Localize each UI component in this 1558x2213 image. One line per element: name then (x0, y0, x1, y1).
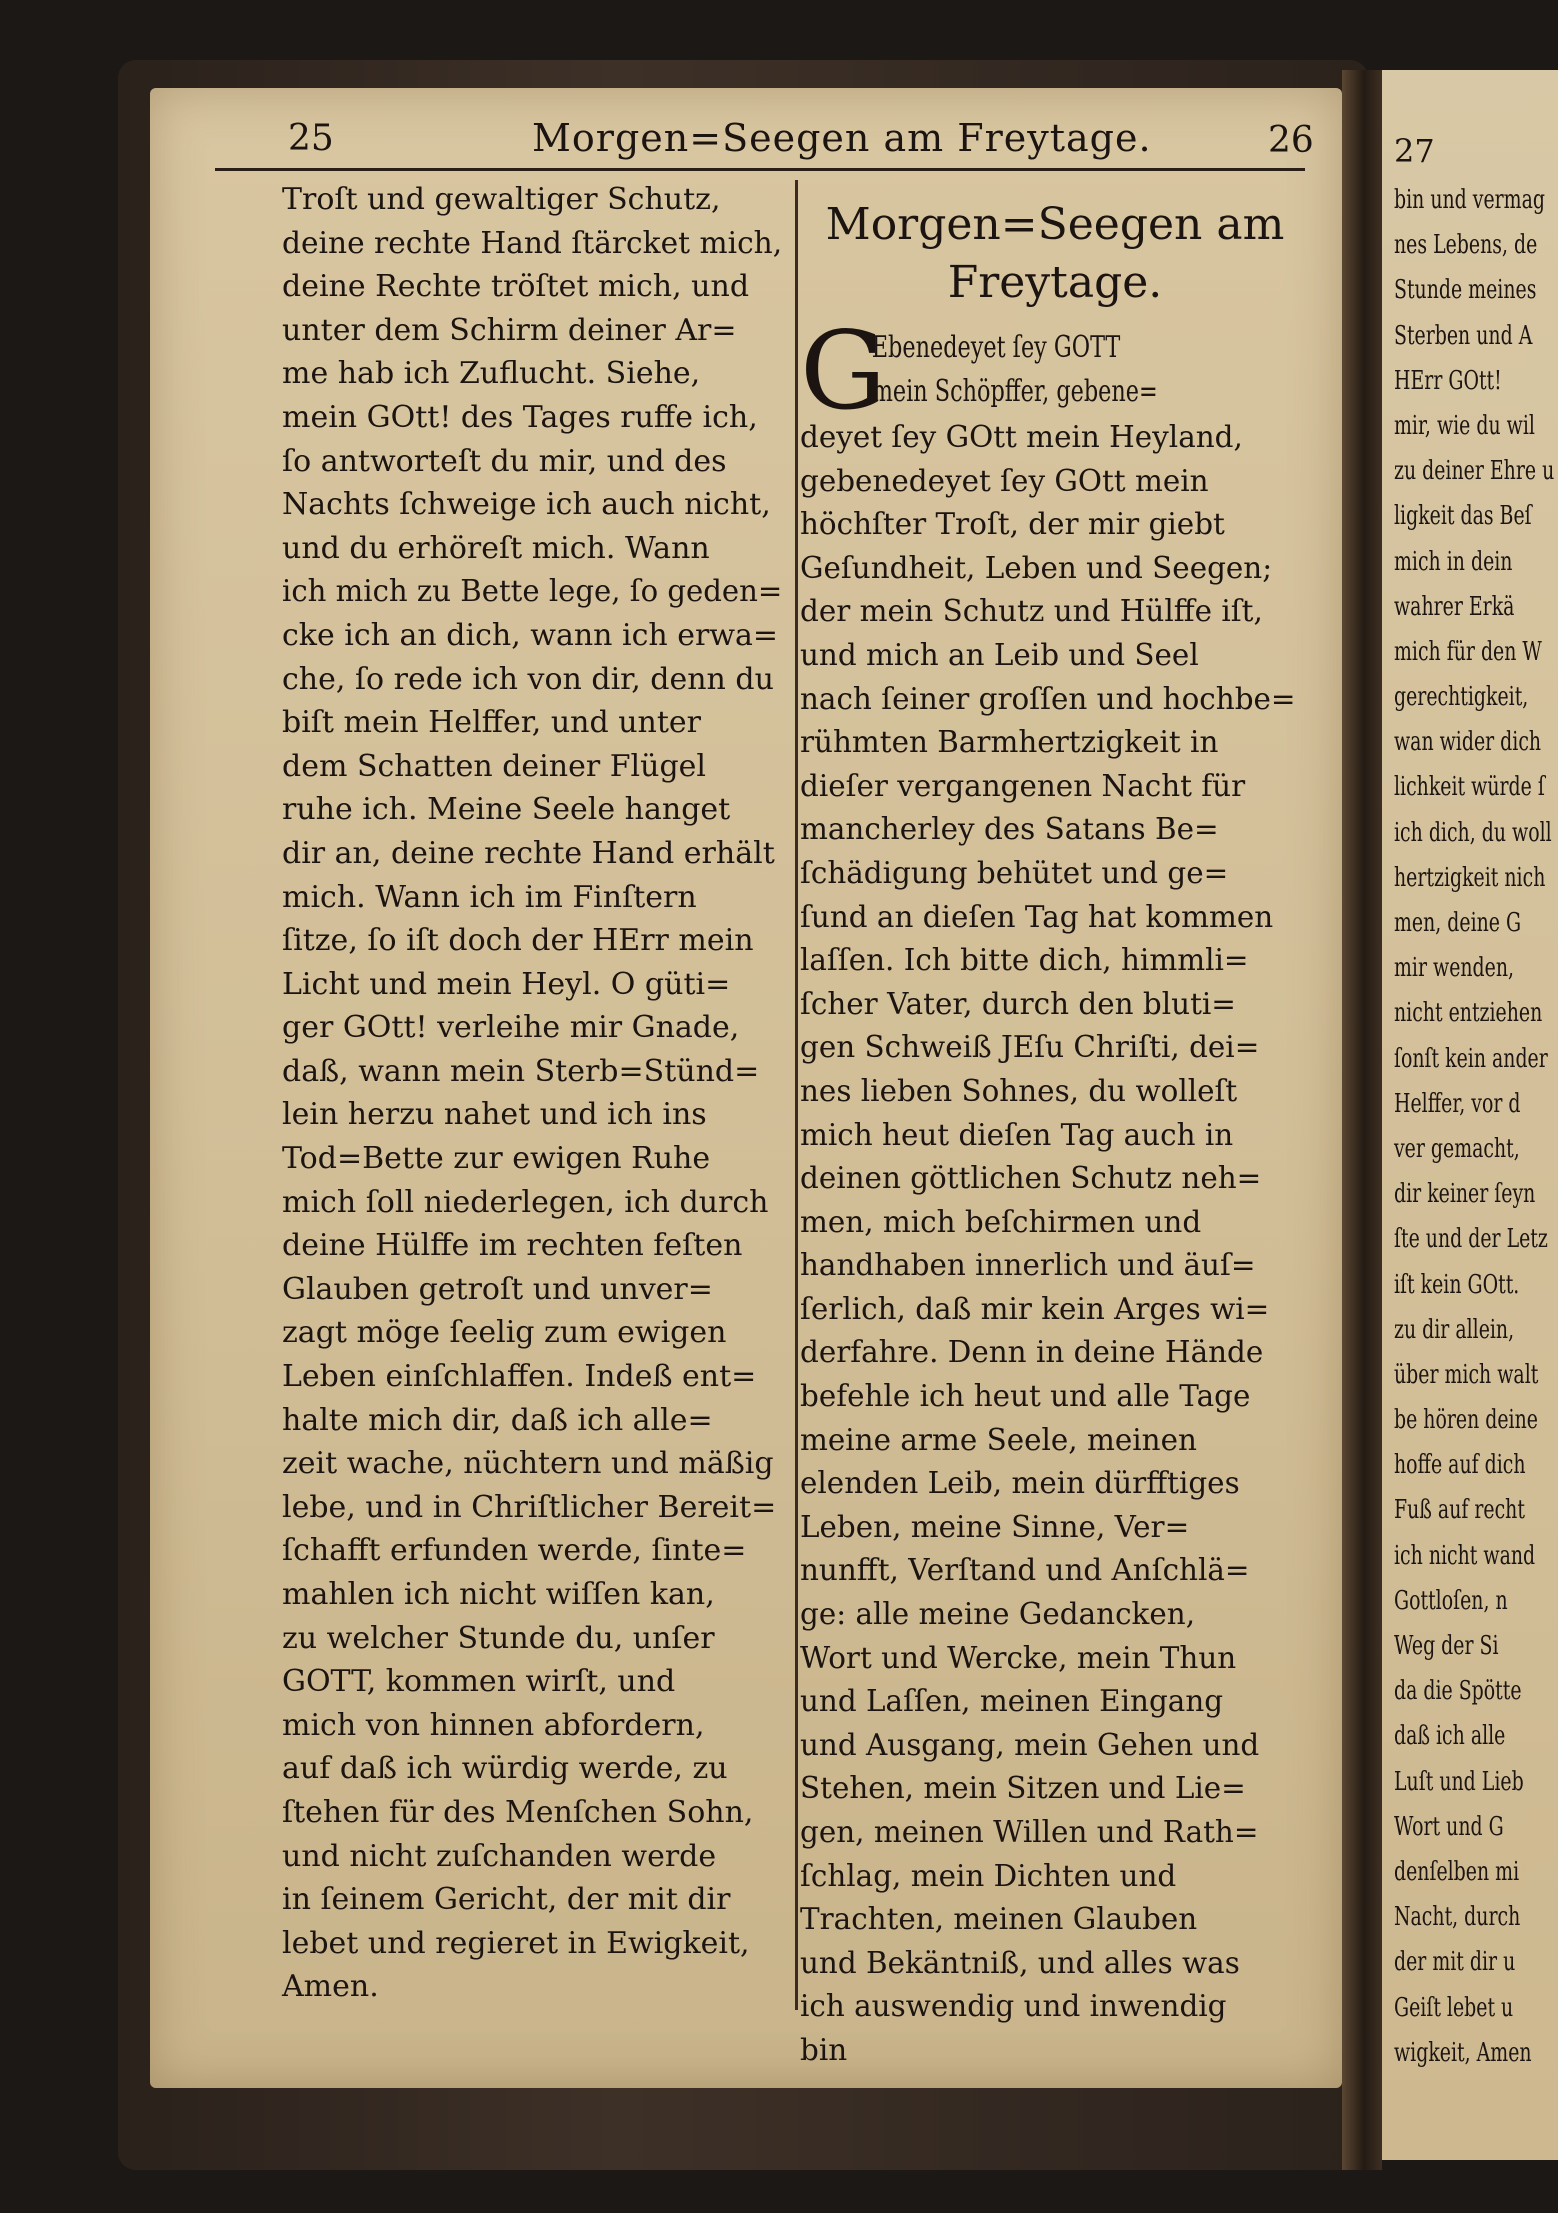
text-line: mir wenden, (1394, 953, 1515, 984)
text-line: ger GOtt! verleihe mir Gnade, (282, 1010, 740, 1046)
text-line: und Laſſen, meinen Eingang (800, 1684, 1224, 1720)
text-line: deinen göttlichen Schutz neh= (800, 1161, 1262, 1197)
text-line: bin und vermag (1394, 185, 1545, 215)
text-line: Trachten, meinen Glauben (800, 1902, 1198, 1938)
text-line: men, mich beſchirmen und (800, 1204, 1202, 1240)
right-column (800, 196, 1310, 2073)
text-line: denſelben mi (1394, 1856, 1520, 1887)
text-line: mir, wie du wil (1394, 410, 1535, 441)
text-line: und Bekäntniß, und alles was (800, 1945, 1240, 1981)
text-line: zagt möge ſeelig zum ewigen (282, 1315, 727, 1351)
text-line: dir an, deine rechte Hand erhält (282, 835, 775, 871)
text-line: Stunde meines (1394, 275, 1537, 306)
text-line: zu dir allein, (1394, 1314, 1515, 1345)
text-line: der mein Schutz und Hülffe iſt, (800, 594, 1263, 630)
text-line: dieſer vergangenen Nacht für (800, 768, 1246, 804)
section-heading: Morgen=Seegen am (825, 199, 1285, 250)
text-line: ſchafft erfunden werde, ſinte= (282, 1533, 747, 1569)
text-line: und mich an Leib und Seel (800, 637, 1199, 673)
next-page (1382, 70, 1558, 2160)
text-line: nes Lebens, de (1394, 230, 1538, 261)
text-line: wahrer Erkä (1394, 591, 1515, 622)
text-line: Ebenedeyet ſey GOTT (871, 330, 1121, 365)
text-line: ver gemacht, (1394, 1133, 1520, 1164)
text-line: men, deine G (1394, 908, 1522, 938)
text-line: Licht und mein Heyl. O güti= (282, 966, 731, 1002)
text-line: Geſundheit, Leben und Seegen; (800, 550, 1273, 586)
text-line: mancherley des Satans Be= (800, 812, 1219, 848)
text-line: hoffe auf dich (1394, 1450, 1526, 1481)
text-line: daß, wann mein Sterb=Stünd= (282, 1053, 760, 1089)
text-line: ſchädigung behütet und ge= (800, 855, 1229, 891)
text-line: ſund an dieſen Tag hat kommen (800, 899, 1274, 935)
text-line: Tod=Bette zur ewigen Ruhe (282, 1141, 711, 1177)
text-line: lebe, und in Chriſtlicher Bereit= (282, 1489, 777, 1525)
drop-cap-initial: G (800, 309, 887, 434)
text-line: Amen. (282, 1969, 379, 2005)
running-head-title: Morgen=Seegen am Freytage. (532, 116, 1152, 160)
text-line: Gottloſen, n (1394, 1585, 1508, 1616)
text-line: lein herzu nahet und ich ins (282, 1097, 707, 1133)
text-line: über mich walt (1394, 1359, 1539, 1390)
text-line: bin (800, 2032, 848, 2068)
text-line: mein Schöpffer, gebene= (871, 373, 1158, 409)
text-line: gerechtigkeit, (1394, 682, 1529, 713)
text-line: ſitze, ſo iſt doch der HErr mein (282, 923, 754, 959)
text-line: nes lieben Sohnes, du wolleſt (800, 1073, 1238, 1109)
text-line: HErr GOtt! (1394, 365, 1502, 396)
text-line: mich heut dieſen Tag auch in (800, 1117, 1234, 1153)
text-line: ſonſt kein ander (1394, 1043, 1548, 1074)
text-line: deine Hülffe im rechten feſten (282, 1228, 743, 1264)
text-line: Helffer, vor d (1394, 1088, 1521, 1119)
text-line: deine rechte Hand ſtärcket mich, (282, 225, 783, 261)
text-line: lichkeit würde ſ (1394, 772, 1545, 803)
text-line: ſtehen für des Menſchen Sohn, (282, 1794, 754, 1830)
text-line: gebenedeyet ſey GOtt mein (800, 463, 1209, 499)
text-line: ich nicht wand (1394, 1540, 1536, 1571)
text-line: mahlen ich nicht wiſſen kan, (282, 1577, 715, 1612)
text-line: und Ausgang, mein Gehen und (800, 1727, 1260, 1763)
text-line: meine arme Seele, meinen (800, 1422, 1197, 1458)
text-line: mich in dein (1394, 546, 1513, 577)
section-heading-day: Freytage. (947, 257, 1163, 308)
text-line: hertzigkeit nich (1394, 862, 1546, 893)
text-line: nach ſeiner groſſen und hochbe= (800, 681, 1296, 717)
text-line: ligkeit das Beſ (1394, 501, 1532, 532)
text-line: Wort und Wercke, mein Thun (800, 1640, 1237, 1676)
text-line: unter dem Schirm deiner Ar= (282, 312, 737, 348)
text-line: ſchlag, mein Dichten und (800, 1858, 1177, 1894)
text-line: biſt mein Helffer, und unter (282, 705, 702, 741)
text-line: zeit wache, nüchtern und mäßig (282, 1446, 774, 1482)
text-line: deine Rechte tröſtet mich, und (282, 269, 750, 305)
left-column (282, 178, 782, 2009)
text-line: mich. Wann ich im Finſtern (282, 879, 697, 915)
text-line: der mit dir u (1394, 1947, 1516, 1978)
page-number-left: 25 (288, 118, 334, 159)
text-line: elenden Leib, mein dürfftiges (800, 1466, 1240, 1502)
text-line: GOTT, kommen wirſt, und (282, 1664, 676, 1700)
book-gutter (1342, 70, 1382, 2170)
text-line: Wort und G (1394, 1811, 1504, 1842)
text-line: ich dich, du woll (1394, 817, 1552, 848)
text-line: befehle ich heut und alle Tage (800, 1379, 1251, 1415)
text-line: me hab ich Zuflucht. Siehe, (282, 356, 701, 392)
text-line: Leben einſchlaffen. Indeß ent= (282, 1359, 757, 1395)
text-line: höchſter Troſt, der mir giebt (800, 507, 1225, 543)
text-line: wan wider dich (1394, 727, 1542, 758)
text-line: ge: alle meine Gedancken, (800, 1597, 1196, 1633)
text-line: be hören deine (1394, 1405, 1538, 1436)
text-line: daß ich alle (1394, 1721, 1506, 1752)
text-line: und du erhöreſt mich. Wann (282, 530, 710, 566)
next-page-text (1394, 178, 1558, 2076)
text-line: Nachts ſchweige ich auch nicht, (282, 487, 771, 523)
text-line: rühmten Barmhertzigkeit in (800, 725, 1219, 761)
text-line: nunfft, Verſtand und Anſchlä= (800, 1553, 1250, 1589)
text-line: dir keiner ſeyn (1394, 1179, 1536, 1210)
text-line: Glauben getroſt und unver= (282, 1271, 713, 1307)
text-line: Sterben und A (1394, 320, 1533, 351)
text-line: iſt kein GOtt. (1394, 1269, 1520, 1300)
text-line: halte mich dir, daß ich alle= (282, 1402, 713, 1438)
text-line: cke ich an dich, wann ich erwa= (282, 617, 779, 653)
text-line: lebet und regieret in Ewigkeit, (282, 1925, 750, 1961)
text-line: Geiſt lebet u (1394, 1992, 1514, 2023)
text-line: und nicht zuſchanden werde (282, 1838, 717, 1874)
column-divider (795, 180, 798, 2010)
text-line: mich ſoll niederlegen, ich durch (282, 1184, 769, 1220)
text-line: gen, meinen Willen und Rath= (800, 1815, 1259, 1850)
text-line: Nacht, durch (1394, 1902, 1521, 1933)
text-line: auf daß ich würdig werde, zu (282, 1751, 728, 1787)
text-line: ſerlich, daß mir kein Arges wi= (800, 1291, 1270, 1327)
text-line: laſſen. Ich bitte dich, himmli= (800, 943, 1249, 979)
text-line: nicht entziehen (1394, 998, 1543, 1029)
text-line: ich mich zu Bette lege, ſo geden= (282, 574, 783, 610)
next-page-number: 27 (1394, 132, 1435, 170)
text-line: ſo antworteſt du mir, und des (282, 443, 727, 479)
text-line: mich von hinnen abfordern, (282, 1707, 705, 1743)
text-line: dem Schatten deiner Flügel (282, 748, 707, 784)
header-rule (215, 168, 1305, 171)
text-line: mein GOtt! des Tages ruffe ich, (282, 399, 758, 435)
text-line: Stehen, mein Sitzen und Lie= (800, 1771, 1246, 1807)
text-line: da die Spötte (1394, 1676, 1522, 1707)
text-line: zu welcher Stunde du, unſer (282, 1620, 715, 1656)
text-line: ſte und der Letz (1394, 1224, 1548, 1255)
text-line: handhaben innerlich und äuſ= (800, 1248, 1256, 1284)
text-line: zu deiner Ehre u (1394, 456, 1555, 487)
text-line: gen Schweiß JEſu Chriſti, dei= (800, 1030, 1260, 1066)
text-line: ruhe ich. Meine Seele hanget (282, 792, 731, 828)
text-line: ſcher Vater, durch den bluti= (800, 986, 1236, 1022)
text-line: deyet ſey GOtt mein Heyland, (800, 420, 1243, 455)
text-line: mich für den W (1394, 636, 1542, 667)
text-line: Weg der Si (1394, 1631, 1499, 1661)
text-line: derfahre. Denn in deine Hände (800, 1335, 1264, 1371)
text-line: Troſt und gewaltiger Schutz, (282, 182, 721, 217)
text-line: che, ſo rede ich von dir, denn du (282, 661, 774, 697)
text-line: Luſt und Lieb (1394, 1766, 1524, 1797)
page-number-right: 26 (1268, 120, 1314, 161)
text-line: wigkeit, Amen (1394, 2037, 1532, 2068)
text-line: ich auswendig und inwendig (800, 1989, 1227, 2025)
text-line: in ſeinem Gericht, der mit dir (282, 1882, 731, 1918)
text-line: Fuß auf recht (1394, 1495, 1525, 1526)
text-line: Leben, meine Sinne, Ver= (800, 1509, 1190, 1545)
